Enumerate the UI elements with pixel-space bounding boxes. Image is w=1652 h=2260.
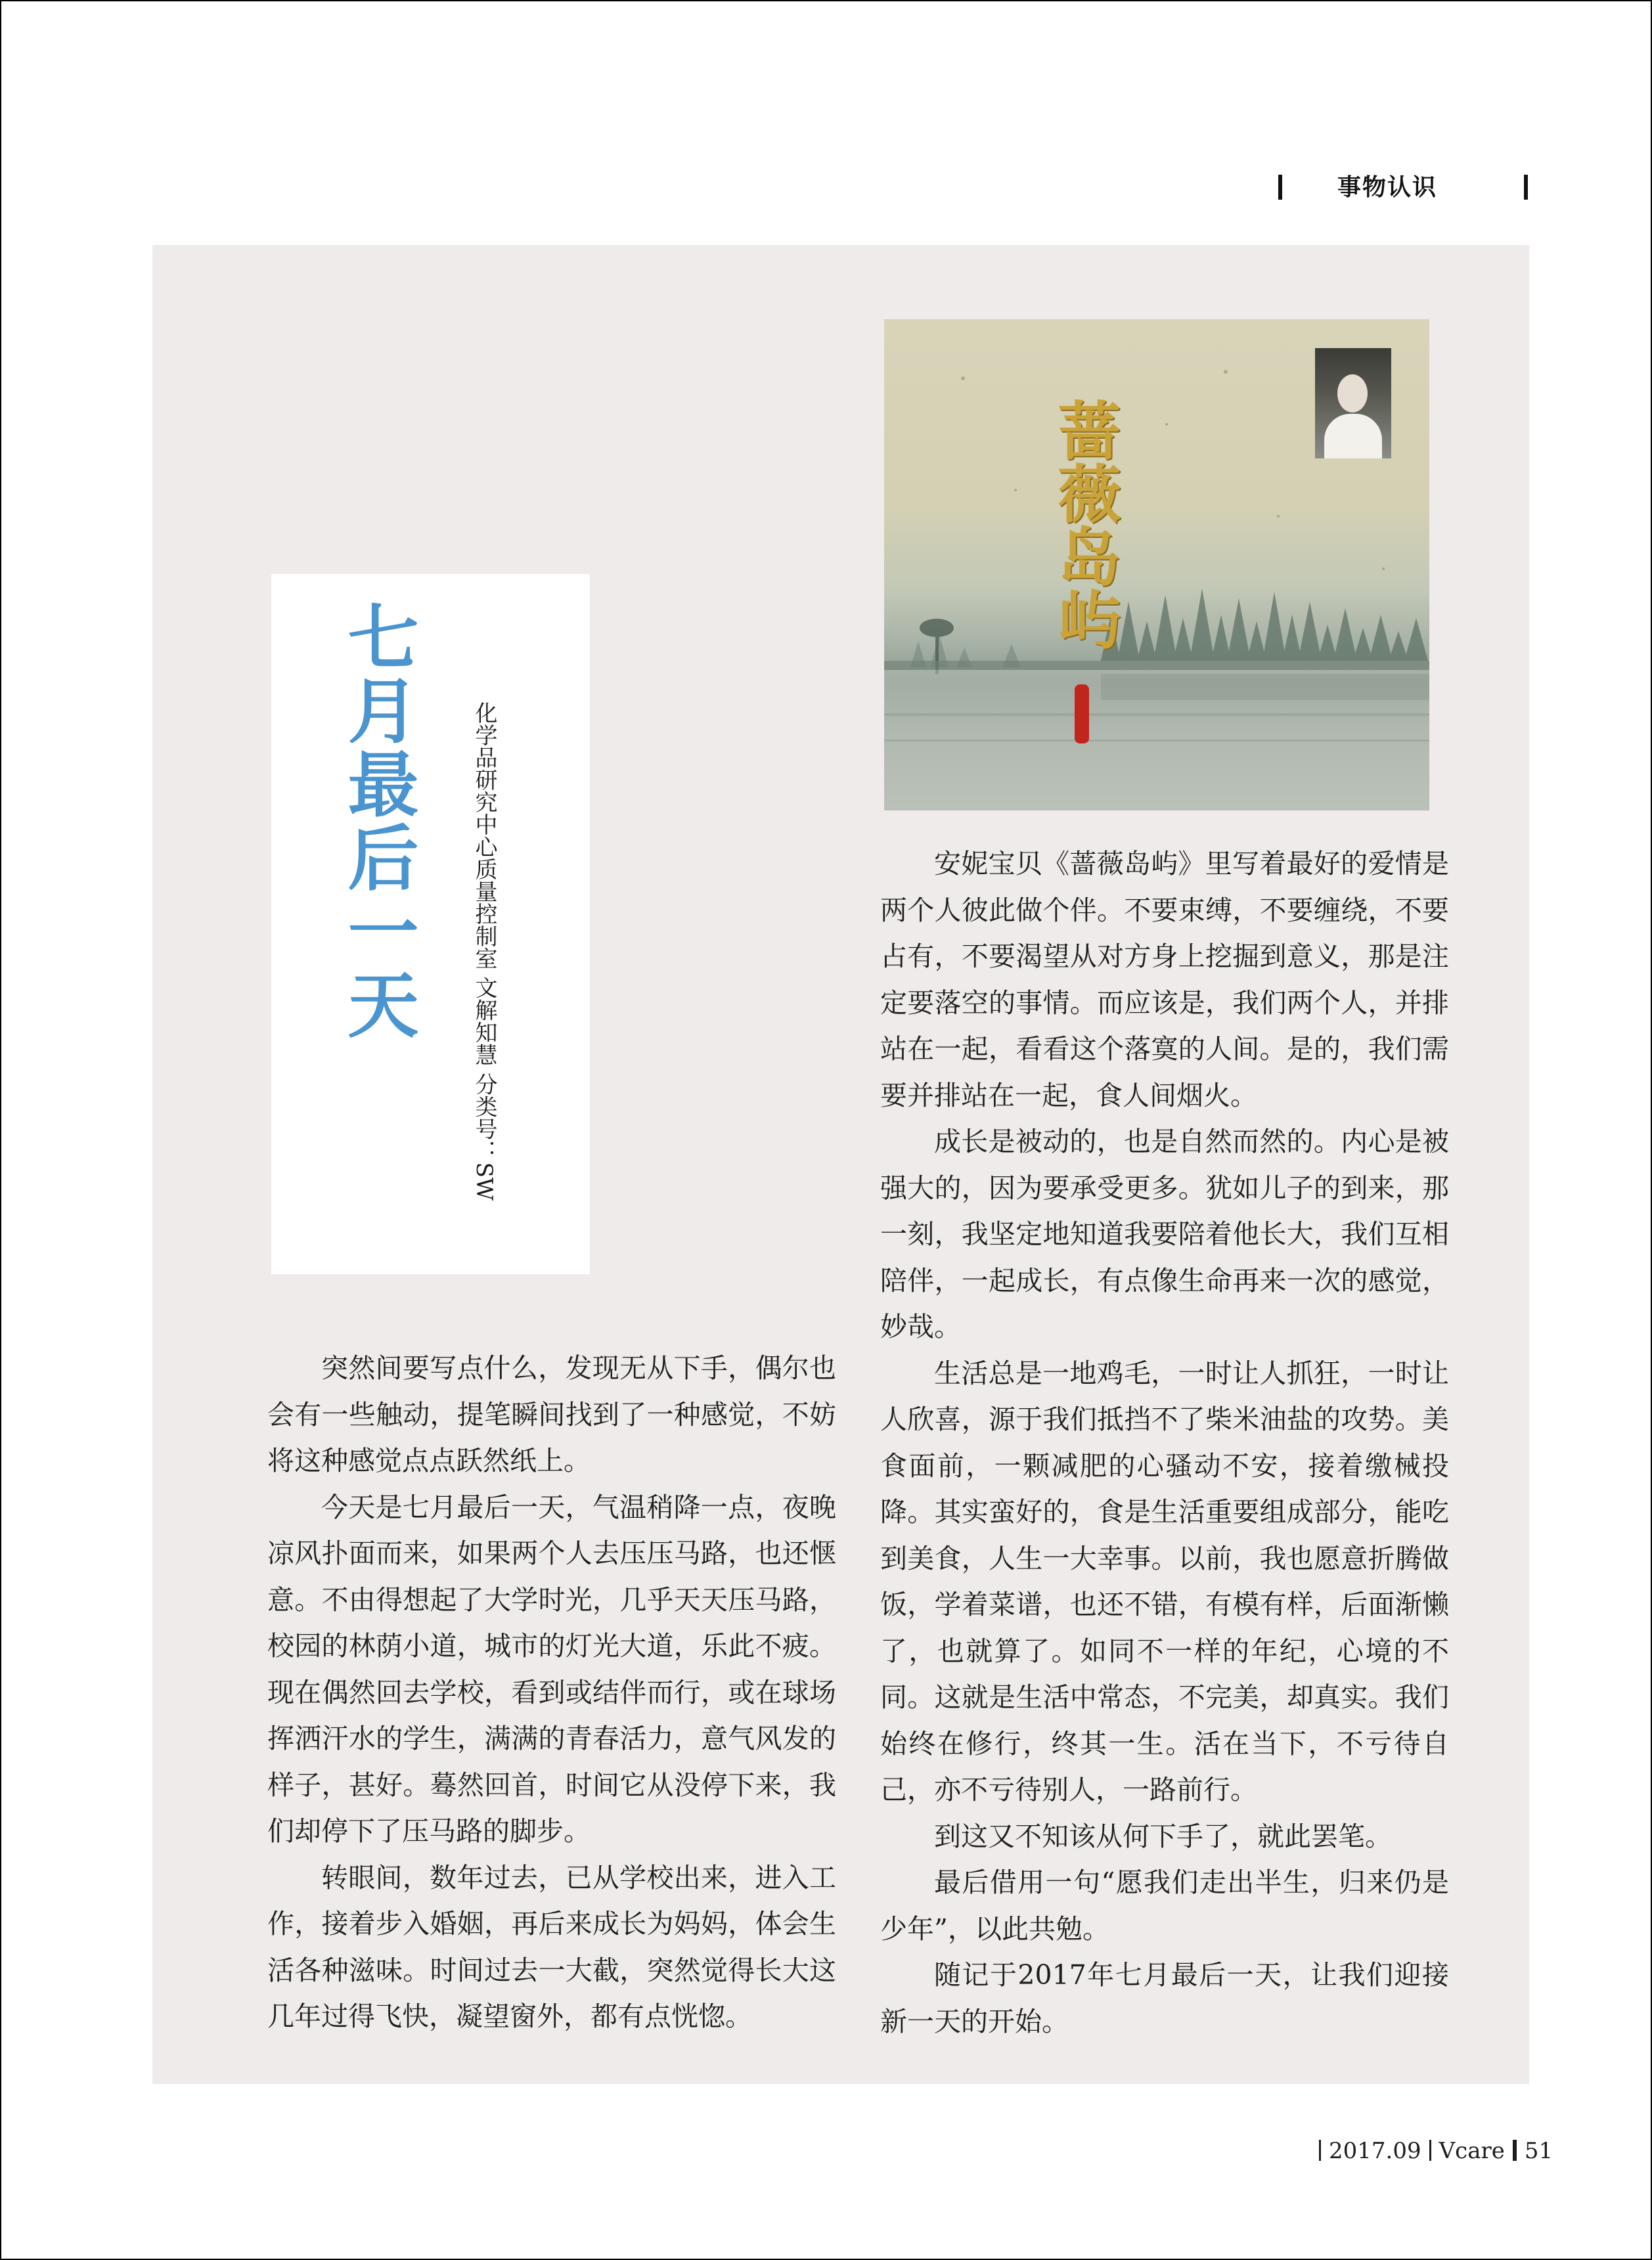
footer-divider: [1319, 2140, 1321, 2161]
section-header: [1278, 169, 1528, 206]
cover-title: 蔷薇岛屿: [1048, 398, 1122, 650]
page-number: 51: [1524, 2138, 1553, 2164]
paragraph: 安妮宝贝《蔷薇岛屿》里写着最好的爱情是两个人彼此做个伴。不要束缚，不要缠绕，不要占有，不要渴望从对方身上挖掘到意义，那是注定要落空的事情。而应该是，我们两个人，并排站在一起，看看这个落寞的人间。是的，我们需要并排站在一起，食人间烟火。: [880, 848, 1449, 1111]
portrait-shirt: [1324, 414, 1382, 458]
paragraph: 到这又不知该从何下手了，就此罢笔。: [934, 1820, 1392, 1852]
article-byline: 化学品研究中心质量控制室 文解知慧 分类号：SW: [471, 701, 497, 1201]
page-footer: [1311, 2133, 1553, 2169]
header-bar-right: [1524, 175, 1528, 200]
title-card: [271, 574, 590, 1274]
paragraph: 最后借用一句“愿我们走出半生，归来仍是少年”，以此共勉。: [880, 1867, 1449, 1945]
author-portrait: [1315, 348, 1391, 458]
footer-divider: [1429, 2140, 1431, 2161]
footer-divider: [1513, 2140, 1517, 2161]
section-title: 事物认识: [1337, 174, 1438, 201]
portrait-face: [1337, 374, 1368, 412]
book-cover-image: [884, 319, 1429, 810]
paragraph: 转眼间，数年过去，已从学校出来，进入工作，接着步入婚姻，再后来成长为妈妈，体会生活各种滋味。时间过去一大截，突然觉得长大这几年过得飞快，凝望窗外，都有点恍惚。: [267, 1861, 836, 2032]
paragraph: 随记于2017年七月最后一天，让我们迎接新一天的开始。: [880, 1959, 1449, 2037]
left-column: [267, 1345, 836, 2040]
header-bar-left: [1278, 175, 1282, 200]
article-title: 七月最后一天: [336, 600, 418, 1042]
paragraph: 生活总是一地鸡毛，一时让人抓狂，一时让人欣喜，源于我们抵挡不了柴米油盐的攻势。美食面前，一颗减肥的心骚动不安，接着缴械投降。其实蛮好的，食是生活重要组成部分，能吃到美食，人生一大幸事。以前，我也愿意折腾做饭，学着菜谱，也还不错，有模有样，后面渐懒了，也就算了。如同不一样的年纪，心境的不同。这就是生活中常态，不完美，却真实。我们始终在修行，终其一生。活在当下，不亏待自己，亦不亏待别人，一路前行。: [880, 1357, 1449, 1806]
paragraph: 突然间要写点什么，发现无从下手，偶尔也会有一些触动，提笔瞬间找到了一种感觉，不妨将这种感觉点点跃然纸上。: [267, 1352, 836, 1476]
magazine-name: Vcare: [1439, 2138, 1505, 2164]
red-seal: [1075, 684, 1089, 743]
paragraph: 成长是被动的，也是自然而然的。内心是被强大的，因为要承受更多。犹如儿子的到来，那一刻，我坚定地知道我要陪着他长大，我们互相陪伴，一起成长，有点像生命再来一次的感觉，妙哉。: [880, 1126, 1449, 1342]
paragraph: 今天是七月最后一天，气温稍降一点，夜晚凉风扑面而来，如果两个人去压压马路，也还惬意。不由得想起了大学时光，几乎天天压马路，校园的林荫小道，城市的灯光大道，乐此不疲。现在偶然回去学校，看到或结伴而行，或在球场挥洒汗水的学生，满满的青春活力，意气风发的样子，甚好。蓦然回首，时间它从没停下来，我们却停下了压马路的脚步。: [267, 1491, 836, 1847]
right-column: [880, 841, 1449, 2045]
issue-date: 2017.09: [1329, 2138, 1421, 2164]
